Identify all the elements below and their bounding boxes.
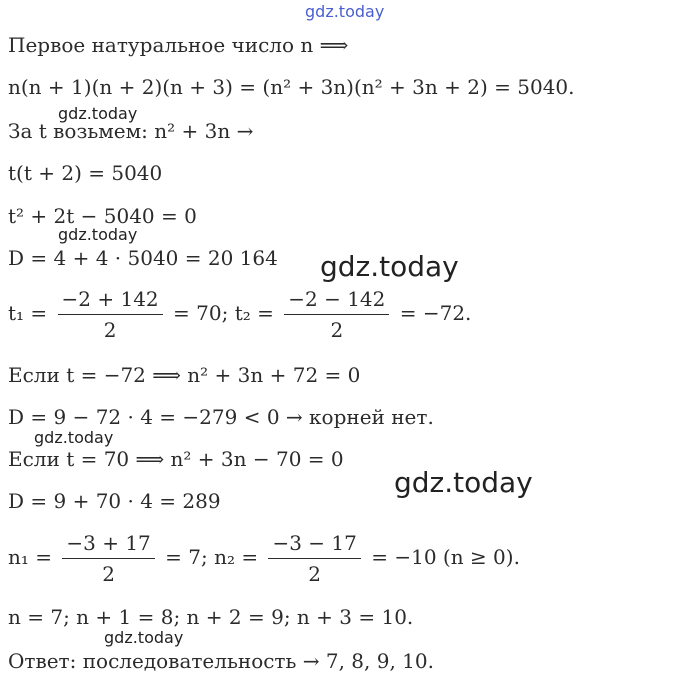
line-quadratic-t: t² + 2t − 5040 = 0 xyxy=(8,204,197,228)
t-roots-end: = −72. xyxy=(399,301,472,325)
n-roots-end: = −10 (n ≥ 0). xyxy=(371,545,520,569)
line-sequence-values: n = 7; n + 1 = 8; n + 2 = 9; n + 3 = 10. xyxy=(8,605,414,629)
fraction-t1-numerator: −2 + 142 xyxy=(58,286,163,315)
line-case-positive: Если t = 70 ⟹ n² + 3n − 70 = 0 xyxy=(8,447,344,471)
fraction-t1-denominator: 2 xyxy=(103,318,117,342)
watermark-big-1: gdz.today xyxy=(320,250,459,283)
fraction-t2-numerator: −2 − 142 xyxy=(284,286,389,315)
line-discriminant-2: D = 9 + 70 · 4 = 289 xyxy=(8,489,221,513)
line-t-equation: t(t + 2) = 5040 xyxy=(8,161,163,185)
fraction-n1-numerator: −3 + 17 xyxy=(62,530,154,559)
line-discriminant-negative: D = 9 − 72 · 4 = −279 < 0 → корней нет. xyxy=(8,405,434,429)
line-answer: Ответ: последовательность → 7, 8, 9, 10. xyxy=(8,649,434,673)
fraction-t1 xyxy=(58,286,163,343)
n1-label: n₁ = xyxy=(8,545,53,569)
watermark-small-4: gdz.today xyxy=(104,628,184,647)
line-substitution: За t возьмем: n² + 3n → xyxy=(8,119,254,143)
line-intro: Первое натуральное число n ⟹ xyxy=(8,33,349,57)
fraction-t2 xyxy=(284,286,389,343)
watermark-small-1: gdz.today xyxy=(58,104,138,123)
fraction-n2-denominator: 2 xyxy=(308,562,322,586)
line-product-equation: n(n + 1)(n + 2)(n + 3) = (n² + 3n)(n² + 3n + 2) = 5040. xyxy=(8,75,575,99)
fraction-n2-numerator: −3 − 17 xyxy=(268,530,360,559)
fraction-n1 xyxy=(62,530,154,587)
watermark-small-3: gdz.today xyxy=(34,428,114,447)
line-discriminant-1: D = 4 + 4 · 5040 = 20 164 xyxy=(8,246,278,270)
t-roots-middle: = 70; t₂ = xyxy=(173,301,274,325)
fraction-n1-denominator: 2 xyxy=(102,562,115,586)
line-n-roots xyxy=(8,530,520,587)
watermark-top: gdz.today xyxy=(305,2,385,21)
watermark-big-2: gdz.today xyxy=(394,466,533,499)
fraction-n2 xyxy=(268,530,360,587)
line-t-roots xyxy=(8,286,471,343)
watermark-small-2: gdz.today xyxy=(58,225,138,244)
n-roots-middle: = 7; n₂ = xyxy=(165,545,259,569)
fraction-t2-denominator: 2 xyxy=(330,318,344,342)
t1-label: t₁ = xyxy=(8,301,48,325)
line-case-negative: Если t = −72 ⟹ n² + 3n + 72 = 0 xyxy=(8,363,361,387)
